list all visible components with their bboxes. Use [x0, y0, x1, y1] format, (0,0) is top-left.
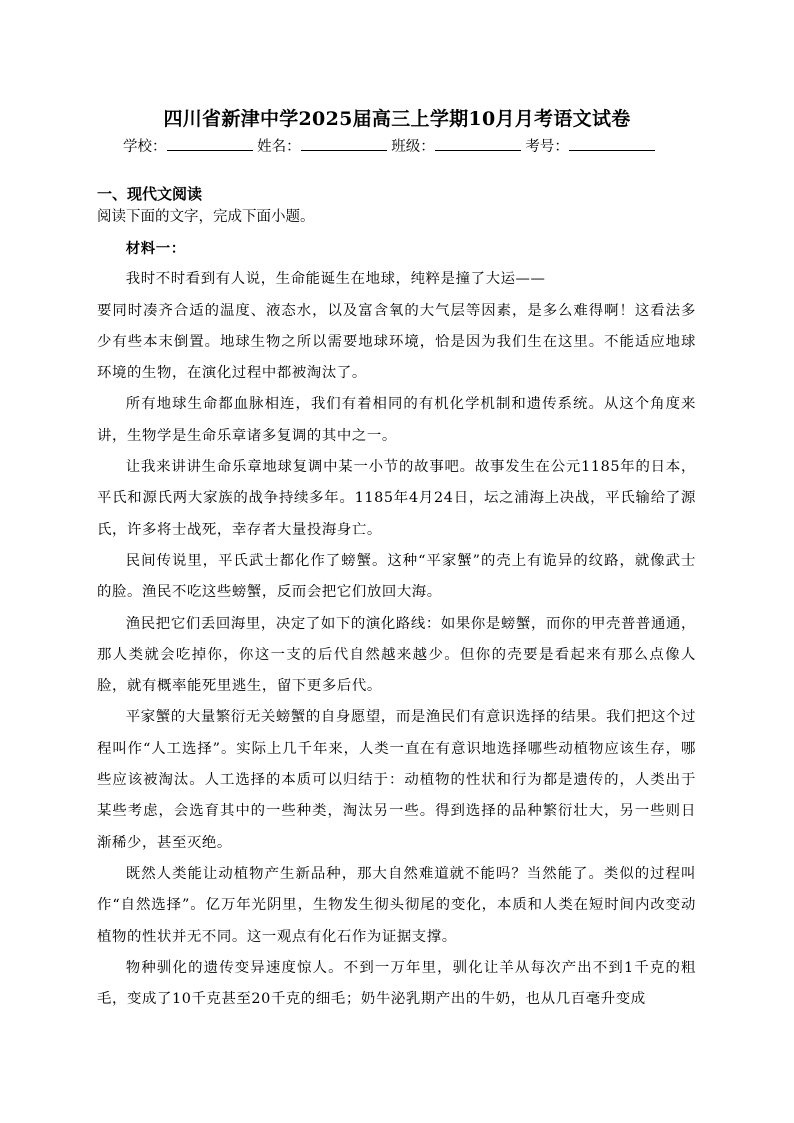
class-blank[interactable]	[435, 136, 521, 151]
paragraph: 平家蟹的大量繁衍无关螃蟹的自身愿望，而是渔民们有意识选择的结果。我们把这个过程叫作“人工选择”。实际上几千年来，人类一直在有意识地选择哪些动植物应该生存，哪些应该被淘汰。人工选择的本质可以归结于：动植物的性状和行为都是遗传的，人类出于某些考虑，会选育其中的一些种类，淘汰另一些。得到选择的品种繁衍壮大，另一些则日渐稀少，甚至灭绝。	[97, 709, 696, 851]
student-info-row	[123, 135, 655, 156]
paragraph: 民间传说里，平氏武士都化作了螃蟹。这种“平家蟹”的壳上有诡异的纹路，就像武士的脸。渔民不吃这些螃蟹，反而会把它们放回大海。	[97, 552, 696, 601]
class-label: 班级：	[391, 139, 435, 155]
school-label: 学校：	[123, 139, 167, 155]
paragraph: 物种驯化的遗传变异速度惊人。不到一万年里，驯化让羊从每次产出不到1千克的粗毛，变成了10千克甚至20千克的细毛；奶牛泌乳期产出的牛奶，也从几百毫升变成	[97, 959, 696, 1008]
number-label: 考号：	[525, 139, 569, 155]
page-title: 四川省新津中学2025届高三上学期10月月考语文试卷	[163, 108, 631, 130]
material-label: 材料一：	[125, 240, 186, 257]
paragraph: 既然人类能让动植物产生新品种，那大自然难道就不能吗？当然能了。类似的过程叫作“自然选择”。亿万年光阴里，生物发生彻头彻尾的变化，本质和人类在短时间内改变动植物的性状并无不同。这一观点有化石作为证据支撑。	[97, 865, 696, 945]
name-label: 姓名：	[257, 139, 301, 155]
section-heading: 一、现代文阅读	[97, 185, 203, 203]
paragraph: 让我来讲讲生命乐章地球复调中某一小节的故事吧。故事发生在公元1185年的日本，平氏和源氏两大家族的战争持续多年。1185年4月24日，坛之浦海上决战，平氏输给了源氏，许多将士战死，幸存者大量投海身亡。	[97, 459, 696, 538]
school-blank[interactable]	[167, 136, 253, 151]
paragraph: 所有地球生命都血脉相连，我们有着相同的有机化学机制和遗传系统。从这个角度来讲，生物学是生命乐章诸多复调的其中之一。	[97, 396, 696, 444]
paragraph: 渔民把它们丢回海里，决定了如下的演化路线：如果你是螃蟹，而你的甲壳普普通通，那人类就会吃掉你，你这一支的后代自然越来越少。但你的壳要是看起来有那么点像人脸，就有概率能死里逃生，留下更多后代。	[97, 615, 696, 695]
name-blank[interactable]	[301, 136, 387, 151]
paragraph: 要同时凑齐合适的温度、液态水，以及富含氧的大气层等因素，是多么难得啊！这看法多少有些本末倒置。地球生物之所以需要地球环境，恰是因为我们生在这里。不能适应地球环境的生物，在演化过程中都被淘汰了。	[97, 302, 696, 382]
number-blank[interactable]	[569, 136, 655, 151]
reading-passage	[97, 233, 696, 1015]
instruction-text: 阅读下面的文字，完成下面小题。	[97, 209, 315, 225]
paragraph: 我时不时看到有人说，生命能诞生在地球，纯粹是撞了大运——	[125, 271, 546, 288]
